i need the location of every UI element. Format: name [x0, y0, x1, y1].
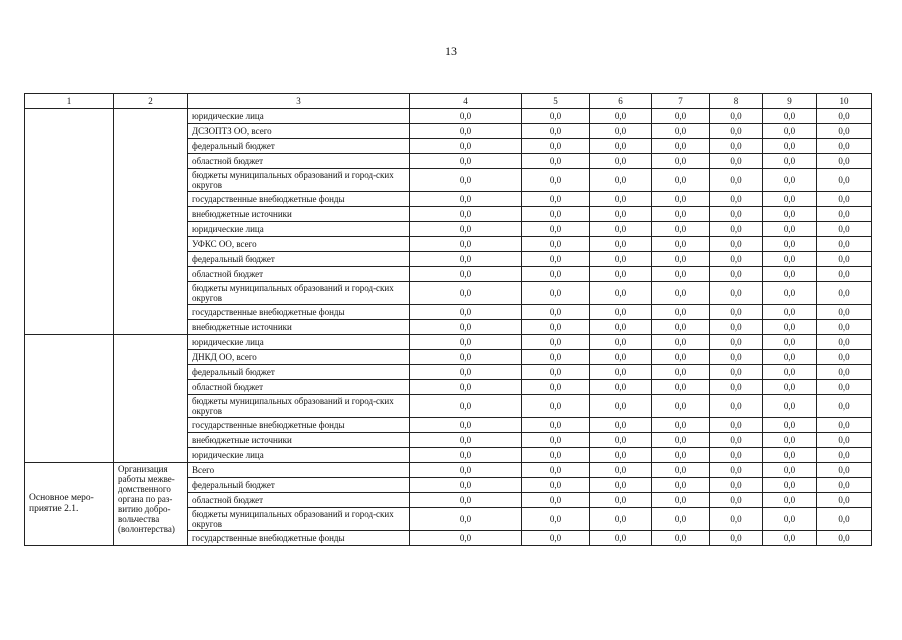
value-cell: 0,0 — [590, 448, 652, 463]
value-cell: 0,0 — [522, 124, 590, 139]
funding-source-label: Всего — [188, 463, 410, 478]
empty-merged-cell — [114, 335, 188, 463]
value-cell: 0,0 — [710, 154, 763, 169]
value-cell: 0,0 — [817, 365, 872, 380]
value-cell: 0,0 — [522, 448, 590, 463]
value-cell: 0,0 — [410, 493, 522, 508]
value-cell: 0,0 — [590, 463, 652, 478]
funding-source-label: юридические лица — [188, 335, 410, 350]
value-cell: 0,0 — [763, 531, 817, 546]
value-cell: 0,0 — [652, 335, 710, 350]
value-cell: 0,0 — [817, 380, 872, 395]
value-cell: 0,0 — [590, 508, 652, 531]
value-cell: 0,0 — [522, 252, 590, 267]
table-row — [25, 463, 872, 478]
value-cell: 0,0 — [710, 305, 763, 320]
value-cell: 0,0 — [763, 252, 817, 267]
funding-source-label: внебюджетные источники — [188, 207, 410, 222]
value-cell: 0,0 — [590, 335, 652, 350]
value-cell: 0,0 — [763, 282, 817, 305]
value-cell: 0,0 — [817, 154, 872, 169]
value-cell: 0,0 — [763, 267, 817, 282]
value-cell: 0,0 — [652, 395, 710, 418]
value-cell: 0,0 — [652, 463, 710, 478]
value-cell: 0,0 — [817, 448, 872, 463]
funding-source-label: областной бюджет — [188, 267, 410, 282]
value-cell: 0,0 — [710, 320, 763, 335]
budget-table — [24, 93, 872, 546]
value-cell: 0,0 — [710, 493, 763, 508]
value-cell: 0,0 — [652, 418, 710, 433]
funding-source-label: федеральный бюджет — [188, 478, 410, 493]
value-cell: 0,0 — [763, 395, 817, 418]
value-cell: 0,0 — [763, 305, 817, 320]
value-cell: 0,0 — [817, 531, 872, 546]
value-cell: 0,0 — [410, 192, 522, 207]
funding-source-label: государственные внебюджетные фонды — [188, 192, 410, 207]
value-cell: 0,0 — [522, 207, 590, 222]
value-cell: 0,0 — [710, 478, 763, 493]
value-cell: 0,0 — [522, 169, 590, 192]
value-cell: 0,0 — [652, 320, 710, 335]
value-cell: 0,0 — [710, 282, 763, 305]
value-cell: 0,0 — [763, 109, 817, 124]
value-cell: 0,0 — [522, 335, 590, 350]
value-cell: 0,0 — [763, 169, 817, 192]
activity-name: Основное меро-приятие 2.1. — [25, 463, 114, 546]
empty-merged-cell — [114, 109, 188, 335]
value-cell: 0,0 — [590, 192, 652, 207]
funding-source-label: юридические лица — [188, 109, 410, 124]
value-cell: 0,0 — [590, 418, 652, 433]
value-cell: 0,0 — [522, 192, 590, 207]
value-cell: 0,0 — [763, 478, 817, 493]
header-cell: 8 — [710, 94, 763, 109]
value-cell: 0,0 — [817, 109, 872, 124]
value-cell: 0,0 — [817, 192, 872, 207]
funding-source-label: внебюджетные источники — [188, 320, 410, 335]
value-cell: 0,0 — [590, 350, 652, 365]
value-cell: 0,0 — [817, 478, 872, 493]
value-cell: 0,0 — [763, 433, 817, 448]
value-cell: 0,0 — [817, 350, 872, 365]
value-cell: 0,0 — [590, 109, 652, 124]
value-cell: 0,0 — [817, 124, 872, 139]
value-cell: 0,0 — [522, 139, 590, 154]
value-cell: 0,0 — [763, 380, 817, 395]
value-cell: 0,0 — [710, 222, 763, 237]
funding-source-label: внебюджетные источники — [188, 433, 410, 448]
value-cell: 0,0 — [652, 109, 710, 124]
value-cell: 0,0 — [410, 237, 522, 252]
value-cell: 0,0 — [522, 478, 590, 493]
value-cell: 0,0 — [590, 267, 652, 282]
table-row — [25, 109, 872, 124]
funding-source-label: федеральный бюджет — [188, 139, 410, 154]
value-cell: 0,0 — [652, 282, 710, 305]
value-cell: 0,0 — [817, 335, 872, 350]
value-cell: 0,0 — [522, 305, 590, 320]
value-cell: 0,0 — [710, 508, 763, 531]
value-cell: 0,0 — [590, 395, 652, 418]
value-cell: 0,0 — [410, 478, 522, 493]
value-cell: 0,0 — [710, 109, 763, 124]
funding-source-label: федеральный бюджет — [188, 252, 410, 267]
value-cell: 0,0 — [652, 531, 710, 546]
value-cell: 0,0 — [710, 124, 763, 139]
value-cell: 0,0 — [410, 418, 522, 433]
value-cell: 0,0 — [652, 493, 710, 508]
header-cell: 3 — [188, 94, 410, 109]
value-cell: 0,0 — [652, 305, 710, 320]
value-cell: 0,0 — [522, 154, 590, 169]
value-cell: 0,0 — [590, 207, 652, 222]
header-cell: 10 — [817, 94, 872, 109]
funding-source-label: ДСЗОПТЗ ОО, всего — [188, 124, 410, 139]
value-cell: 0,0 — [652, 207, 710, 222]
value-cell: 0,0 — [763, 335, 817, 350]
value-cell: 0,0 — [410, 109, 522, 124]
value-cell: 0,0 — [410, 139, 522, 154]
value-cell: 0,0 — [763, 124, 817, 139]
value-cell: 0,0 — [410, 395, 522, 418]
value-cell: 0,0 — [590, 433, 652, 448]
value-cell: 0,0 — [590, 222, 652, 237]
value-cell: 0,0 — [410, 124, 522, 139]
value-cell: 0,0 — [410, 335, 522, 350]
value-cell: 0,0 — [710, 531, 763, 546]
value-cell: 0,0 — [763, 508, 817, 531]
value-cell: 0,0 — [652, 508, 710, 531]
value-cell: 0,0 — [710, 335, 763, 350]
value-cell: 0,0 — [817, 282, 872, 305]
value-cell: 0,0 — [590, 282, 652, 305]
value-cell: 0,0 — [410, 531, 522, 546]
value-cell: 0,0 — [817, 139, 872, 154]
value-cell: 0,0 — [522, 463, 590, 478]
value-cell: 0,0 — [652, 365, 710, 380]
funding-source-label: ДНКД ОО, всего — [188, 350, 410, 365]
value-cell: 0,0 — [522, 350, 590, 365]
value-cell: 0,0 — [652, 267, 710, 282]
header-cell: 6 — [590, 94, 652, 109]
value-cell: 0,0 — [410, 154, 522, 169]
value-cell: 0,0 — [410, 207, 522, 222]
value-cell: 0,0 — [590, 493, 652, 508]
value-cell: 0,0 — [590, 531, 652, 546]
funding-source-label: юридические лица — [188, 222, 410, 237]
value-cell: 0,0 — [763, 463, 817, 478]
value-cell: 0,0 — [652, 252, 710, 267]
value-cell: 0,0 — [817, 433, 872, 448]
value-cell: 0,0 — [652, 154, 710, 169]
value-cell: 0,0 — [522, 418, 590, 433]
value-cell: 0,0 — [410, 267, 522, 282]
value-cell: 0,0 — [710, 237, 763, 252]
value-cell: 0,0 — [590, 478, 652, 493]
value-cell: 0,0 — [763, 448, 817, 463]
value-cell: 0,0 — [522, 282, 590, 305]
value-cell: 0,0 — [410, 305, 522, 320]
funding-source-label: государственные внебюджетные фонды — [188, 531, 410, 546]
funding-source-label: бюджеты муниципальных образований и город-ских округов — [188, 395, 410, 418]
value-cell: 0,0 — [817, 169, 872, 192]
value-cell: 0,0 — [763, 207, 817, 222]
value-cell: 0,0 — [410, 169, 522, 192]
value-cell: 0,0 — [590, 154, 652, 169]
value-cell: 0,0 — [652, 139, 710, 154]
value-cell: 0,0 — [710, 448, 763, 463]
value-cell: 0,0 — [410, 320, 522, 335]
funding-source-label: областной бюджет — [188, 380, 410, 395]
empty-merged-cell — [25, 335, 114, 463]
value-cell: 0,0 — [652, 169, 710, 192]
empty-merged-cell — [25, 109, 114, 335]
value-cell: 0,0 — [763, 222, 817, 237]
funding-source-label: бюджеты муниципальных образований и город-ских округов — [188, 282, 410, 305]
value-cell: 0,0 — [710, 395, 763, 418]
value-cell: 0,0 — [763, 493, 817, 508]
value-cell: 0,0 — [763, 192, 817, 207]
value-cell: 0,0 — [652, 478, 710, 493]
funding-source-label: областной бюджет — [188, 154, 410, 169]
value-cell: 0,0 — [710, 207, 763, 222]
header-cell: 5 — [522, 94, 590, 109]
funding-source-label: государственные внебюджетные фонды — [188, 418, 410, 433]
value-cell: 0,0 — [410, 380, 522, 395]
value-cell: 0,0 — [522, 267, 590, 282]
header-cell: 1 — [25, 94, 114, 109]
funding-source-label: федеральный бюджет — [188, 365, 410, 380]
value-cell: 0,0 — [652, 222, 710, 237]
value-cell: 0,0 — [590, 305, 652, 320]
value-cell: 0,0 — [763, 154, 817, 169]
value-cell: 0,0 — [710, 380, 763, 395]
value-cell: 0,0 — [817, 508, 872, 531]
value-cell: 0,0 — [763, 139, 817, 154]
value-cell: 0,0 — [817, 418, 872, 433]
value-cell: 0,0 — [652, 237, 710, 252]
value-cell: 0,0 — [522, 508, 590, 531]
value-cell: 0,0 — [410, 222, 522, 237]
value-cell: 0,0 — [817, 222, 872, 237]
header-cell: 7 — [652, 94, 710, 109]
value-cell: 0,0 — [817, 463, 872, 478]
value-cell: 0,0 — [522, 531, 590, 546]
value-cell: 0,0 — [410, 350, 522, 365]
funding-source-label: государственные внебюджетные фонды — [188, 305, 410, 320]
value-cell: 0,0 — [522, 320, 590, 335]
value-cell: 0,0 — [763, 365, 817, 380]
value-cell: 0,0 — [410, 448, 522, 463]
funding-source-label: бюджеты муниципальных образований и город-ских округов — [188, 508, 410, 531]
value-cell: 0,0 — [590, 169, 652, 192]
value-cell: 0,0 — [590, 139, 652, 154]
value-cell: 0,0 — [710, 192, 763, 207]
activity-description: Организация работы межве-домственного органа по раз-витию добро-вольчества (волонтерства) — [114, 463, 188, 546]
value-cell: 0,0 — [817, 252, 872, 267]
value-cell: 0,0 — [410, 463, 522, 478]
value-cell: 0,0 — [522, 222, 590, 237]
value-cell: 0,0 — [410, 282, 522, 305]
value-cell: 0,0 — [590, 365, 652, 380]
value-cell: 0,0 — [763, 350, 817, 365]
table-row — [25, 335, 872, 350]
value-cell: 0,0 — [410, 252, 522, 267]
value-cell: 0,0 — [522, 237, 590, 252]
value-cell: 0,0 — [710, 365, 763, 380]
header-cell: 2 — [114, 94, 188, 109]
value-cell: 0,0 — [817, 207, 872, 222]
value-cell: 0,0 — [652, 380, 710, 395]
value-cell: 0,0 — [817, 493, 872, 508]
value-cell: 0,0 — [763, 320, 817, 335]
value-cell: 0,0 — [817, 395, 872, 418]
value-cell: 0,0 — [522, 109, 590, 124]
value-cell: 0,0 — [590, 320, 652, 335]
header-cell: 4 — [410, 94, 522, 109]
value-cell: 0,0 — [522, 365, 590, 380]
value-cell: 0,0 — [710, 433, 763, 448]
value-cell: 0,0 — [590, 124, 652, 139]
value-cell: 0,0 — [410, 365, 522, 380]
value-cell: 0,0 — [710, 139, 763, 154]
page-number: 13 — [445, 44, 457, 58]
value-cell: 0,0 — [652, 192, 710, 207]
value-cell: 0,0 — [710, 350, 763, 365]
value-cell: 0,0 — [522, 433, 590, 448]
header-row — [25, 94, 872, 109]
value-cell: 0,0 — [710, 169, 763, 192]
value-cell: 0,0 — [817, 237, 872, 252]
value-cell: 0,0 — [817, 320, 872, 335]
value-cell: 0,0 — [763, 237, 817, 252]
value-cell: 0,0 — [710, 463, 763, 478]
value-cell: 0,0 — [710, 418, 763, 433]
value-cell: 0,0 — [817, 267, 872, 282]
funding-source-label: бюджеты муниципальных образований и город-ских округов — [188, 169, 410, 192]
value-cell: 0,0 — [522, 380, 590, 395]
funding-source-label: УФКС ОО, всего — [188, 237, 410, 252]
value-cell: 0,0 — [652, 433, 710, 448]
value-cell: 0,0 — [590, 237, 652, 252]
value-cell: 0,0 — [410, 433, 522, 448]
funding-source-label: юридические лица — [188, 448, 410, 463]
value-cell: 0,0 — [590, 252, 652, 267]
value-cell: 0,0 — [522, 395, 590, 418]
header-cell: 9 — [763, 94, 817, 109]
value-cell: 0,0 — [652, 124, 710, 139]
value-cell: 0,0 — [817, 305, 872, 320]
value-cell: 0,0 — [522, 493, 590, 508]
value-cell: 0,0 — [652, 448, 710, 463]
value-cell: 0,0 — [710, 252, 763, 267]
value-cell: 0,0 — [410, 508, 522, 531]
value-cell: 0,0 — [710, 267, 763, 282]
value-cell: 0,0 — [652, 350, 710, 365]
value-cell: 0,0 — [763, 418, 817, 433]
value-cell: 0,0 — [590, 380, 652, 395]
funding-source-label: областной бюджет — [188, 493, 410, 508]
